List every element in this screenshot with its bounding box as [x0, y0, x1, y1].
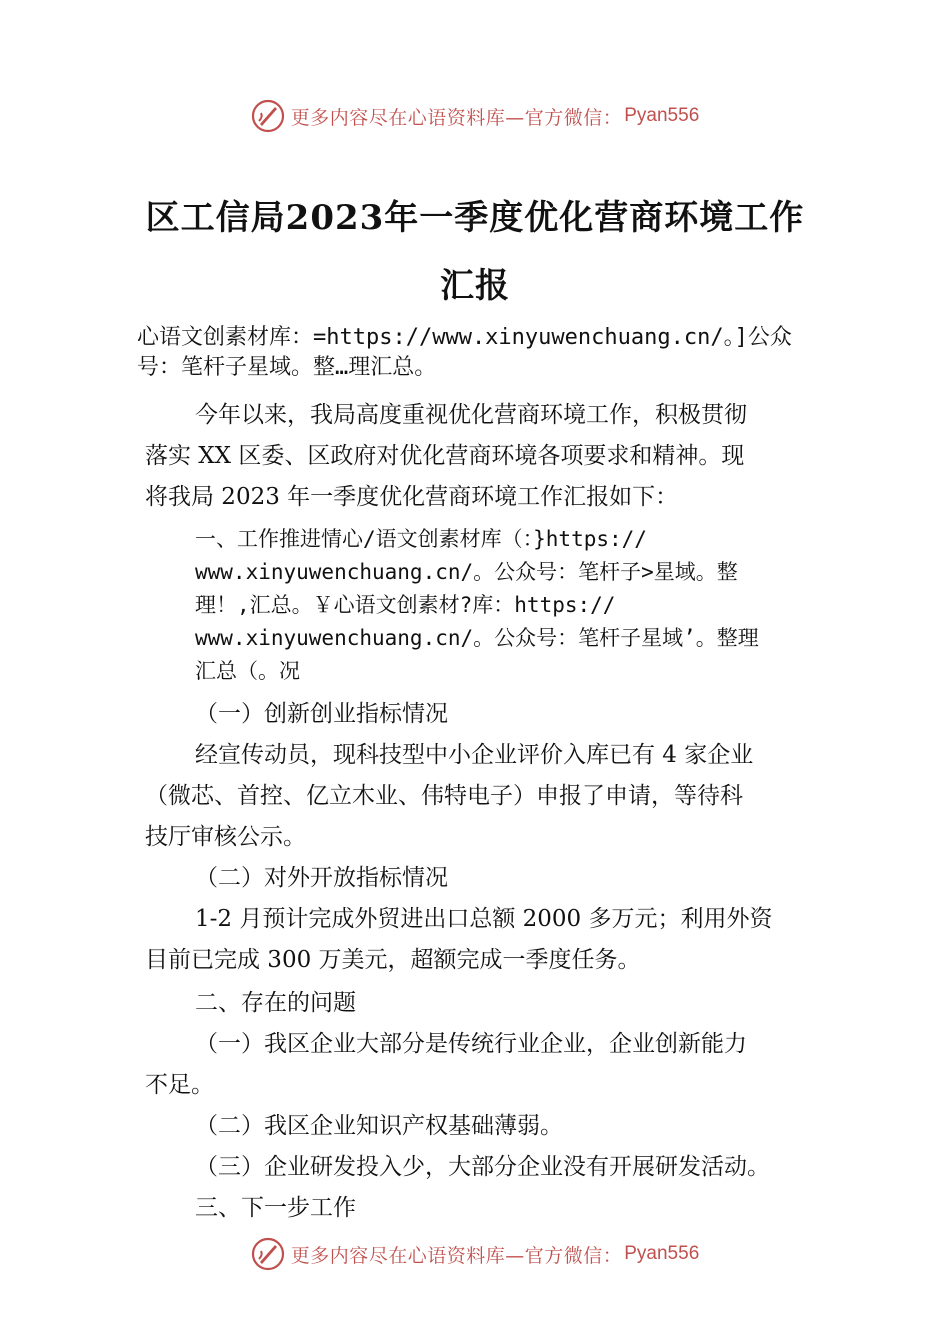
document-title-line-1: 区工信局2023年一季度优化营商环境工作 — [145, 198, 805, 238]
quill-logo-icon — [251, 1237, 285, 1271]
section1-heading-line-5: 汇总（。况 — [195, 659, 300, 683]
intro-line-1: 今年以来，我局高度重视优化营商环境工作，积极贯彻 — [195, 402, 747, 428]
sub1-heading: （一）创新创业指标情况 — [195, 701, 448, 727]
intro-line-3: 将我局 2023 年一季度优化营商环境工作汇报如下： — [145, 484, 679, 510]
sub2-line-1: 1-2 月预计完成外贸进出口总额 2000 多万元；利用外资 — [195, 906, 773, 932]
banner-wechat-id: Pyan556 — [624, 105, 700, 126]
banner-text: 更多内容尽在心语资料库—官方微信： — [290, 1244, 623, 1267]
section1-heading-line-2: www.xinyuwenchuang.cn/。公众号：笔杆子>星域。整 — [195, 560, 738, 584]
source-note-line-1: 心语文创素材库：=https://www.xinyuwenchuang.cn/。]公众 — [137, 325, 792, 350]
section3-heading: 三、下一步工作 — [195, 1195, 356, 1221]
sub1-line-2: （微芯、首控、亿立木业、伟特电子）申报了申请，等待科 — [145, 783, 743, 809]
section2-item1-line-1: （一）我区企业大部分是传统行业企业，企业创新能力 — [195, 1031, 747, 1057]
section1-heading-line-3: 理！,汇总。￥心语文创素材?库：https:// — [195, 593, 616, 617]
footer-banner — [0, 1234, 950, 1274]
sub2-heading: （二）对外开放指标情况 — [195, 865, 448, 891]
banner-text: 更多内容尽在心语资料库—官方微信： — [290, 106, 623, 129]
document-title-line-2: 汇报 — [440, 266, 510, 306]
section2-heading: 二、存在的问题 — [195, 990, 356, 1016]
section2-item1-line-2: 不足。 — [145, 1072, 214, 1098]
section2-item3: （三）企业研发投入少，大部分企业没有开展研发活动。 — [195, 1154, 770, 1180]
intro-line-2: 落实 XX 区委、区政府对优化营商环境各项要求和精神。现 — [145, 443, 745, 469]
sub2-line-2: 目前已完成 300 万美元，超额完成一季度任务。 — [145, 947, 641, 973]
sub1-line-1: 经宣传动员，现科技型中小企业评价入库已有 4 家企业 — [195, 742, 754, 768]
quill-logo-icon — [251, 99, 285, 133]
section1-heading-line-1: 一、工作推进情心/语文创素材库（：}https:// — [195, 527, 647, 551]
section2-item2: （二）我区企业知识产权基础薄弱。 — [195, 1113, 563, 1139]
banner-wechat-id: Pyan556 — [624, 1243, 700, 1264]
header-banner — [0, 96, 950, 136]
sub1-line-3: 技厅审核公示。 — [145, 824, 306, 850]
source-note-line-2: 号：笔杆子星域。整…理汇总。 — [137, 355, 437, 380]
section1-heading-line-4: www.xinyuwenchuang.cn/。公众号：笔杆子星域’。整理 — [195, 626, 759, 650]
